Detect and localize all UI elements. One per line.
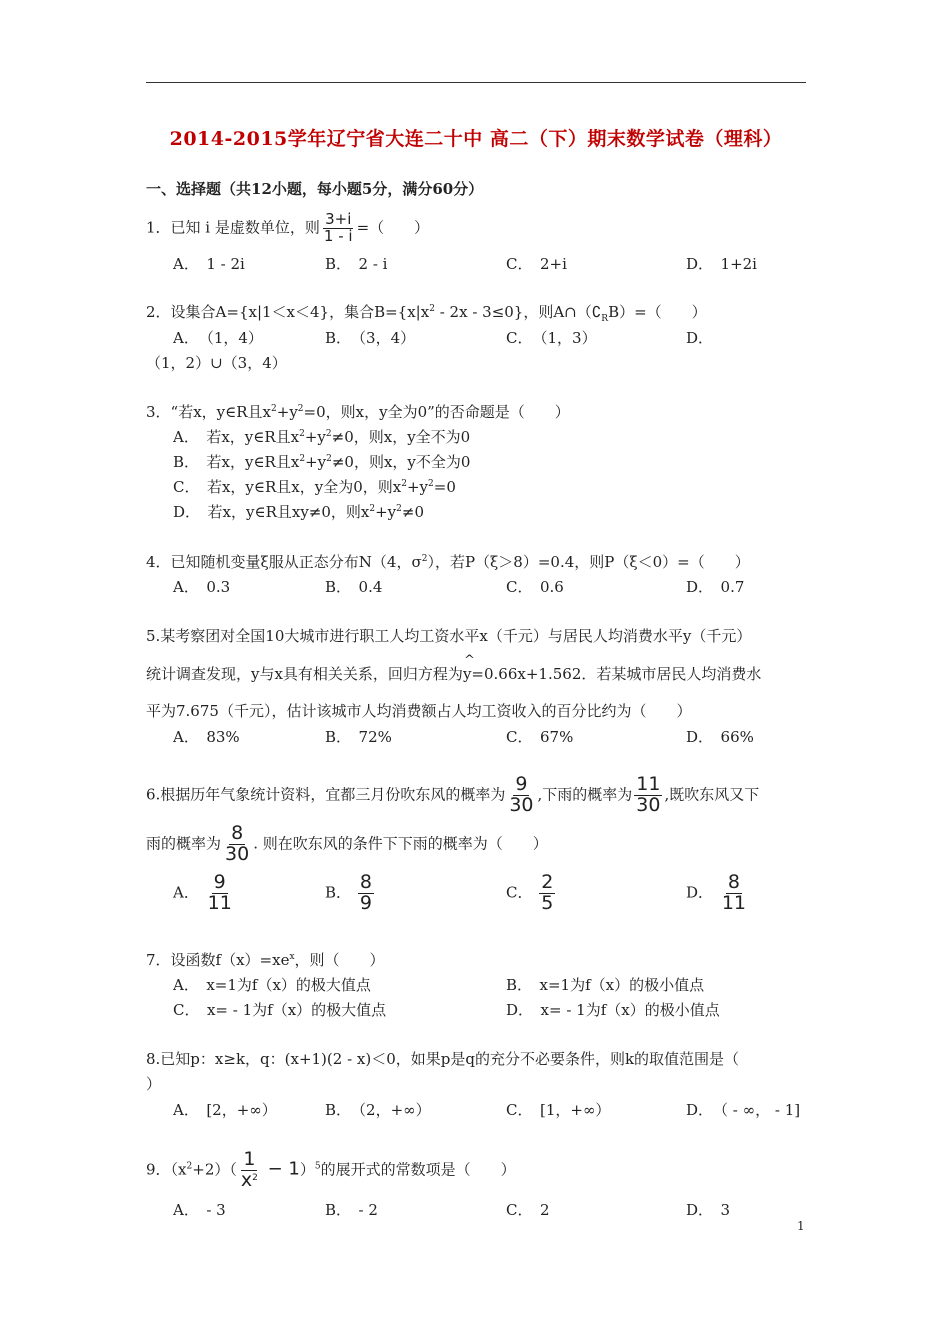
q2-option-c: C． （1，3） [506,329,597,347]
q2-option-d: D． [686,329,714,347]
q3-option-d: D． 若x，y∈R且xy≠0，则$x^2+y^2\ne 0$ [173,503,425,521]
q7-option-d: D． x= - 1为f（x）的极小值点 [506,1001,720,1019]
q8-option-a: A． [2，+∞） [173,1101,277,1119]
question-6-line-2: 雨的概率为 $\frac{8}{30}$ . 则在吹东风的条件下下雨的概率为（ ） [146,822,548,865]
q3-option-c: C． 若x，y∈R且x，y全为0，则$x^2+y^2=0$ [173,478,456,496]
q6-option-c: C． $\frac{2}{5}$ [506,871,554,914]
question-6-line-1: 6.根据历年气象统计资料，宜都三月份吹东风的概率为 $\frac{9}{30}$ ,下雨的概率为 $\frac{11}{30}$ ,既吹东风又下 [146,773,760,816]
question-5-line-2: 统计调查发现，y与x具有相关关系，回归方程为^ y=0.66x+1.562．若某城市居民人均消费水 [146,663,761,684]
question-1-stem: 1．已知 i 是虚数单位，则 $\frac{3+i}{1 - i}$ =（ ） [146,210,430,245]
q6-option-a: A． $\frac{9}{11}$ [173,871,232,914]
q3-option-b: B． 若x，y∈R且$x^2+y^2\ne 0$，则x，y不全为0 [173,453,471,471]
q9-option-a: A． - 3 [173,1201,226,1219]
q4-option-a: A． 0.3 [173,578,231,596]
header-rule [146,82,806,83]
question-9-stem: 9．$(x^2+2)$（ $\frac{1}{x^2}$ − 1）$^5$的展开式的常数项是（ ） [146,1148,516,1191]
q2-option-b: B． （3，4） [325,329,416,347]
q4-option-c: C． 0.6 [506,578,564,596]
q7-option-c: C． x= - 1为f（x）的极大值点 [173,1001,387,1019]
fraction-q1: $\frac{3+i}{1 - i}$ [323,210,353,245]
q8-option-c: C． [1，+∞） [506,1101,611,1119]
q9-option-b: B． - 2 [325,1201,378,1219]
question-5-line-3: 平为7.675（千元），估计该城市人均消费额占人均工资收入的百分比约为（ ） [146,702,692,720]
q5-option-d: D． 66% [686,728,754,746]
q2-option-d-value: （1，2）∪（3，4） [146,354,287,372]
question-8-line-2: ） [146,1075,162,1093]
q4-option-d: D． 0.7 [686,578,745,596]
q8-option-d: D． （ - ∞， - 1] [686,1101,801,1119]
q6-option-b: B． $\frac{8}{9}$ [325,871,372,914]
question-5-line-1: 5.某考察团对全国10大城市进行职工人均工资水平x（千元）与居民人均消费水平y（千元） [146,627,752,645]
page-title: 2014-2015学年辽宁省大连二十中 高二（下）期末数学试卷（理科） [169,128,783,150]
y-hat-symbol: ^ y [463,665,471,683]
fraction-11-30: $\frac{11}{30}$ [636,773,661,816]
q1-option-c: C． 2+i [506,255,567,273]
q1-option-b: B． 2 - i [325,255,388,273]
question-7-stem: 7．设函数$f(x)=xe^x$，则（ ） [146,951,385,969]
q5-option-b: B． 72% [325,728,392,746]
q9-option-c: C． 2 [506,1201,550,1219]
q4-option-b: B． 0.4 [325,578,383,596]
section-heading: 一、选择题（共12小题，每小题5分，满分60分） [146,180,484,198]
question-4-stem: 4．已知随机变量ξ服从正态分布N（4，$\sigma^2$），若P（ξ＞8）=0.4，则P（ξ＜0）=（ ） [146,553,750,571]
question-8-line-1: 8.已知p：x≥k，q：(x+1)(2 - x)＜0，如果p是q的充分不必要条件，则k的取值范围是（ [146,1050,740,1068]
q1-option-d: D． 1+2i [686,255,757,273]
q6-option-d: D． $\frac{8}{11}$ [686,871,746,914]
q7-option-b: B． x=1为f（x）的极小值点 [506,976,705,994]
q5-option-c: C． 67% [506,728,574,746]
q9-option-d: D． 3 [686,1201,731,1219]
fraction-8-30: $\frac{8}{30}$ [225,822,250,865]
q3-option-a: A． 若x，y∈R且$x^2+y^2\ne 0$，则x，y全不为0 [173,428,471,446]
fraction-1-over-x2: $\frac{1}{x^2}$ [240,1148,258,1191]
q7-option-a: A． x=1为f（x）的极大值点 [173,976,371,994]
fraction-9-30: $\frac{9}{30}$ [509,773,534,816]
q5-option-a: A． 83% [173,728,240,746]
q8-option-b: B． （2，+∞） [325,1101,431,1119]
question-3-stem: 3．“若x，y∈R且$x^2+y^2=0$，则x，y全为0”的否命题是（ ） [146,403,570,421]
page-number: 1 [797,1219,805,1233]
q2-option-a: A． （1，4） [173,329,263,347]
q1-option-a: A． 1 - 2i [173,255,245,273]
question-2-stem: 2．设集合A={x|1＜x＜4}，集合$B=\{x|x^2 - 2x - 3\le 0\}$，则$A\cap(∁_RB)=$（ ） [146,303,707,324]
